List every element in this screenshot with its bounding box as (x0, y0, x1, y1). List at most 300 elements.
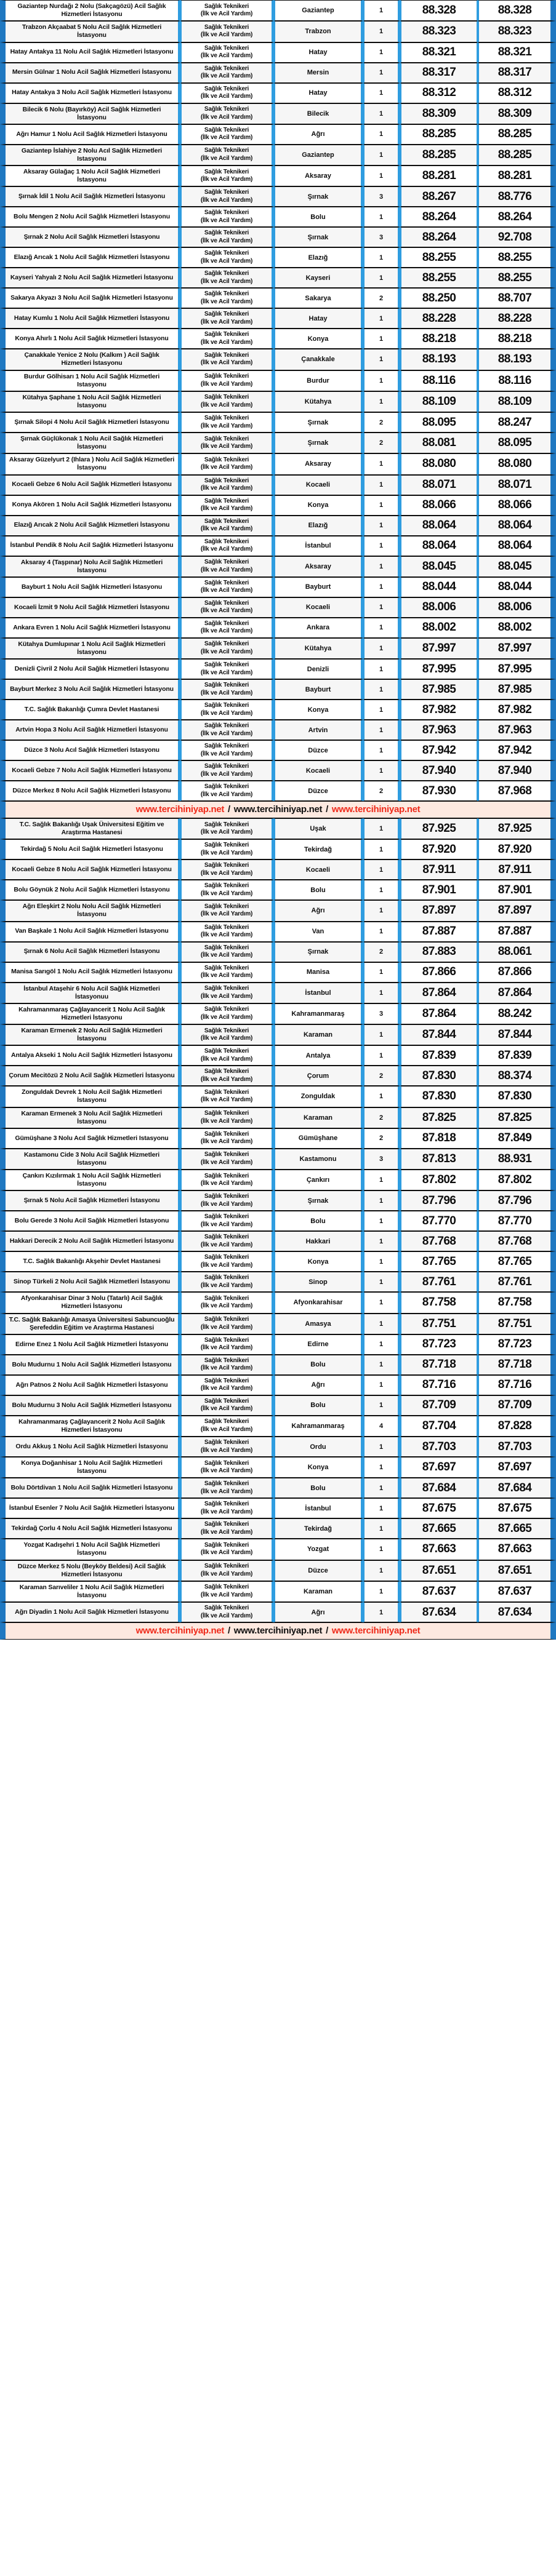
cell-title (180, 63, 274, 83)
cell-min-score: 87.768 (400, 1231, 478, 1251)
title-line-1: Sağlık Teknikeri (204, 1048, 249, 1055)
table-row[interactable] (0, 1024, 556, 1045)
table-row[interactable] (0, 453, 556, 474)
title-line-2: (İlk ve Acil Yardım) (200, 952, 253, 959)
title-line-1: Sağlık Teknikeri (204, 189, 249, 196)
cell-min-score: 87.709 (400, 1395, 478, 1416)
table-row[interactable] (0, 1518, 556, 1539)
cell-min-score: 88.285 (400, 124, 478, 145)
cell-quota: 1 (363, 1314, 400, 1334)
cell-province: Zonguldak (274, 1086, 363, 1107)
cell-min-score: 88.323 (400, 21, 478, 42)
table-row[interactable] (0, 83, 556, 103)
cell-max-score: 87.925 (478, 818, 556, 839)
table-row[interactable] (0, 1086, 556, 1107)
cell-quota: 1 (363, 475, 400, 495)
cell-title (180, 740, 274, 760)
cell-min-score: 87.963 (400, 720, 478, 740)
cell-max-score: 87.901 (478, 880, 556, 900)
table-row[interactable] (0, 288, 556, 308)
cell-min-score: 88.328 (400, 0, 478, 21)
table-row[interactable] (0, 412, 556, 433)
cell-institution: Elazığ Arıcak 1 Nolu Acil Sağlık Hizmetleri İstasyonu (0, 247, 180, 268)
cell-title (180, 700, 274, 720)
cell-max-score: 87.770 (478, 1211, 556, 1231)
title-line-1: Sağlık Teknikeri (204, 923, 249, 931)
title-line-1: Sağlık Teknikeri (204, 1130, 249, 1138)
title-line-1: Sağlık Teknikeri (204, 1274, 249, 1282)
cell-title (180, 1355, 274, 1375)
cell-title (180, 1272, 274, 1292)
cell-quota: 1 (363, 329, 400, 349)
table-row[interactable] (0, 859, 556, 880)
title-line-1: Sağlık Teknikeri (204, 783, 249, 790)
title-line-1: Sağlık Teknikeri (204, 722, 249, 729)
title-line-2: (İlk ve Acil Yardım) (200, 217, 253, 224)
title-line-2: (İlk ve Acil Yardım) (200, 931, 253, 938)
cell-quota: 1 (363, 1395, 400, 1416)
title-line-1: Sağlık Teknikeri (204, 250, 249, 257)
table-row[interactable] (0, 1190, 556, 1211)
title-line-2: (İlk ve Acil Yardım) (200, 257, 253, 265)
cell-quota: 1 (363, 1251, 400, 1272)
cell-min-score: 88.309 (400, 103, 478, 124)
cell-min-score: 87.813 (400, 1149, 478, 1170)
cell-min-score: 87.651 (400, 1560, 478, 1581)
table-row[interactable] (0, 63, 556, 83)
cell-max-score: 88.109 (478, 391, 556, 412)
cell-max-score: 87.796 (478, 1190, 556, 1211)
cell-quota: 1 (363, 880, 400, 900)
cell-province: Ağrı (274, 1375, 363, 1395)
cell-institution: Ağrı Eleşkirt 2 Nolu Nolu Acil Sağlık Hizmetleri İstasyonu (0, 900, 180, 921)
cell-institution: Ankara Evren 1 Nolu Acil Sağlık Hizmetleri İstasyonu (0, 618, 180, 638)
watermark-part-3: www.tercihiniyap.net (331, 804, 421, 815)
table-row[interactable] (0, 1003, 556, 1024)
table-row[interactable] (0, 1416, 556, 1437)
table-row[interactable] (0, 880, 556, 900)
title-line-2: (İlk ve Acil Yardım) (200, 196, 253, 204)
title-line-1: Sağlık Teknikeri (204, 743, 249, 749)
cell-province: Kocaeli (274, 760, 363, 781)
title-line-1: Sağlık Teknikeri (204, 1584, 249, 1591)
cell-province: Uşak (274, 818, 363, 839)
cell-quota: 1 (363, 370, 400, 391)
table-row[interactable] (0, 145, 556, 165)
cell-province: Konya (274, 1251, 363, 1272)
cell-quota: 1 (363, 1086, 400, 1107)
cell-title (180, 760, 274, 781)
cell-max-score: 88.064 (478, 536, 556, 556)
cell-quota: 1 (363, 349, 400, 370)
title-line-2: (İlk ve Acil Yardım) (200, 1158, 253, 1166)
table-row[interactable] (0, 1334, 556, 1355)
cell-min-score: 87.637 (400, 1581, 478, 1602)
cell-quota: 1 (363, 1272, 400, 1292)
cell-institution: Manisa Sarıgöl 1 Nolu Acil Sağlık Hizmetleri İstasyonu (0, 962, 180, 983)
cell-institution: Kocaeli Gebze 8 Nolu Acil Sağlık Hizmetleri İstasyonu (0, 859, 180, 880)
title-line-1: Sağlık Teknikeri (204, 1193, 249, 1200)
cell-quota: 2 (363, 942, 400, 962)
table-row[interactable] (0, 1457, 556, 1478)
table-row[interactable] (0, 638, 556, 659)
cell-quota: 1 (363, 1170, 400, 1190)
cell-province: Şırnak (274, 227, 363, 247)
cell-title (180, 659, 274, 679)
title-line-2: (İlk ve Acil Yardım) (200, 1549, 253, 1557)
cell-province: Karaman (274, 1107, 363, 1128)
table-row[interactable] (0, 1272, 556, 1292)
cell-institution: İstanbul Ataşehir 6 Nolu Acil Sağlık Hizmetleri İstasyonuu (0, 983, 180, 1003)
cell-title (180, 818, 274, 839)
cell-province: Kahramanmaraş (274, 1003, 363, 1024)
cell-min-score: 87.758 (400, 1292, 478, 1313)
cell-institution: İstanbul Esenler 7 Nolu Acil Sağlık Hizmetleri İstasyonu (0, 1498, 180, 1518)
cell-quota: 2 (363, 433, 400, 453)
title-line-1: Sağlık Teknikeri (204, 311, 249, 318)
cell-min-score: 88.312 (400, 83, 478, 103)
cell-institution: Kahramanmaraş Çağlayancerit 2 Nolu Acil Sağlık Hizmetleri İstasyonu (0, 1416, 180, 1437)
cell-institution: Ordu Akkuş 1 Nolu Acil Sağlık Hizmetleri İstasyonu (0, 1437, 180, 1457)
watermark-row (0, 801, 556, 818)
table-row[interactable] (0, 103, 556, 124)
title-line-2: (İlk ve Acil Yardım) (200, 113, 253, 121)
table-row[interactable] (0, 329, 556, 349)
cell-institution: Ağrı Diyadin 1 Nolu Acil Sağlık Hizmetleri İstasyonu (0, 1602, 180, 1622)
cell-province: Gümüşhane (274, 1128, 363, 1149)
cell-province: Mersin (274, 63, 363, 83)
cell-min-score: 87.920 (400, 839, 478, 859)
table-row[interactable] (0, 556, 556, 577)
cell-title (180, 207, 274, 227)
table-row[interactable] (0, 1478, 556, 1498)
table-row[interactable] (0, 700, 556, 720)
cell-max-score: 88.045 (478, 556, 556, 577)
cell-province: Aksaray (274, 165, 363, 186)
cell-max-score: 88.247 (478, 412, 556, 433)
cell-institution: Burdur Gölhisarı 1 Nolu Acil Sağlık Hizmetleri Istasyonu (0, 370, 180, 391)
cell-institution: Kocaeli Gebze 6 Nolu Acil Sağlık Hizmetleri İstasyonu (0, 475, 180, 495)
cell-min-score: 88.285 (400, 145, 478, 165)
cell-title (180, 433, 274, 453)
table-row[interactable] (0, 1045, 556, 1066)
cell-province: Çankırı (274, 1170, 363, 1190)
cell-institution: Çorum Mecitözü 2 Nolu Acil Sağlık Hizmetleri İstasyonu (0, 1066, 180, 1086)
cell-title (180, 1003, 274, 1024)
cell-quota: 1 (363, 577, 400, 597)
table-row[interactable] (0, 740, 556, 760)
table-row[interactable] (0, 781, 556, 801)
cell-institution: Aksaray 4 (Taşpınar) Nolu Acil Sağlık Hizmetleri İstasyonu (0, 556, 180, 577)
table-row[interactable] (0, 1066, 556, 1086)
cell-province: İstanbul (274, 1498, 363, 1518)
cell-title (180, 1518, 274, 1539)
table-row[interactable] (0, 760, 556, 781)
cell-quota: 3 (363, 1003, 400, 1024)
cell-province: Afyonkarahisar (274, 1292, 363, 1313)
title-line-2: (İlk ve Acil Yardım) (200, 648, 253, 655)
table-row[interactable] (0, 349, 556, 370)
table-row[interactable] (0, 577, 556, 597)
cell-max-score: 87.723 (478, 1334, 556, 1355)
cell-max-score: 88.071 (478, 475, 556, 495)
cell-province: Ağrı (274, 124, 363, 145)
cell-max-score: 88.193 (478, 349, 556, 370)
cell-max-score: 87.802 (478, 1170, 556, 1190)
cell-min-score: 87.818 (400, 1128, 478, 1149)
title-line-1: Sağlık Teknikeri (204, 394, 249, 401)
table-row[interactable] (0, 1375, 556, 1395)
cell-province: Şırnak (274, 1190, 363, 1211)
cell-province: Hatay (274, 83, 363, 103)
table-row[interactable] (0, 983, 556, 1003)
cell-province: Kayseri (274, 268, 363, 288)
cell-province: Elazığ (274, 247, 363, 268)
cell-title (180, 1086, 274, 1107)
table-row[interactable] (0, 1128, 556, 1149)
table-row[interactable] (0, 1437, 556, 1457)
table-row[interactable] (0, 922, 556, 942)
cell-institution: Karaman Sarıveliler 1 Nolu Acil Sağlık Hizmetleri İstasyonu (0, 1581, 180, 1602)
table-row[interactable] (0, 1498, 556, 1518)
cell-min-score: 88.317 (400, 63, 478, 83)
cell-max-score: 88.044 (478, 577, 556, 597)
table-row[interactable] (0, 0, 556, 21)
table-row[interactable] (0, 308, 556, 329)
title-line-2: (İlk ve Acil Yardım) (200, 849, 253, 856)
table-row[interactable] (0, 962, 556, 983)
table-row[interactable] (0, 1149, 556, 1170)
table-row[interactable] (0, 186, 556, 207)
table-row[interactable] (0, 1539, 556, 1560)
cell-title (180, 516, 274, 536)
table-row[interactable] (0, 21, 556, 42)
cell-institution: Çanakkale Yenice 2 Nolu (Kalkım ) Acil Sağlık Hizmetleri İstasyonu (0, 349, 180, 370)
cell-province: Ağrı (274, 1602, 363, 1622)
cell-max-score: 88.255 (478, 268, 556, 288)
cell-institution: Antalya Akseki 1 Nolu Acil Sağlık Hizmetleri İstasyonu (0, 1045, 180, 1066)
cell-title (180, 638, 274, 659)
cell-min-score: 87.723 (400, 1334, 478, 1355)
title-line-1: Sağlık Teknikeri (204, 147, 249, 154)
table-row[interactable] (0, 268, 556, 288)
cell-quota: 1 (363, 900, 400, 921)
cell-province: Gaziantep (274, 0, 363, 21)
cell-institution: Aksaray Güzelyurt 2 (Ihlara ) Nolu Acil Sağlık Hizmetleri İstasyonu (0, 453, 180, 474)
title-line-2: (İlk ve Acil Yardım) (200, 298, 253, 305)
cell-province: Bayburt (274, 577, 363, 597)
cell-min-score: 87.942 (400, 740, 478, 760)
cell-min-score: 87.751 (400, 1314, 478, 1334)
title-line-1: Sağlık Teknikeri (204, 763, 249, 770)
cell-min-score: 87.887 (400, 922, 478, 942)
cell-province: İstanbul (274, 536, 363, 556)
table-row[interactable] (0, 516, 556, 536)
cell-quota: 1 (363, 21, 400, 42)
cell-quota: 1 (363, 839, 400, 859)
cell-institution: Hatay Kumlu 1 Nolu Acil Sağlık Hizmetleri İstasyonu (0, 308, 180, 329)
cell-province: Çorum (274, 1066, 363, 1086)
cell-max-score: 87.897 (478, 900, 556, 921)
table-row[interactable] (0, 495, 556, 516)
title-line-2: (İlk ve Acil Yardım) (200, 1241, 253, 1248)
cell-quota: 1 (363, 1498, 400, 1518)
cell-max-score: 88.064 (478, 516, 556, 536)
title-line-2: (İlk ve Acil Yardım) (200, 1385, 253, 1392)
table-row[interactable] (0, 536, 556, 556)
cell-title (180, 1498, 274, 1518)
watermark-separator-1: / (228, 1625, 230, 1636)
table-row[interactable] (0, 1560, 556, 1581)
table-row[interactable] (0, 1602, 556, 1622)
table-row[interactable] (0, 1251, 556, 1272)
title-line-2: (İlk ve Acil Yardım) (200, 689, 253, 696)
cell-title (180, 495, 274, 516)
title-line-2: (İlk ve Acil Yardım) (200, 1302, 253, 1310)
cell-title (180, 349, 274, 370)
cell-province: Düzce (274, 1560, 363, 1581)
cell-max-score: 88.066 (478, 495, 556, 516)
table-row[interactable] (0, 165, 556, 186)
table-row[interactable] (0, 207, 556, 227)
title-line-2: (İlk ve Acil Yardım) (200, 587, 253, 594)
title-line-1: Sağlık Teknikeri (204, 331, 249, 338)
cell-institution: Ağrı Hamur 1 Nolu Acil Sağlık Hizmetleri İstasyonu (0, 124, 180, 145)
table-row[interactable] (0, 659, 556, 679)
cell-min-score: 87.825 (400, 1107, 478, 1128)
cell-max-score: 88.323 (478, 21, 556, 42)
cell-min-score: 87.770 (400, 1211, 478, 1231)
title-line-2: (İlk ve Acil Yardım) (200, 525, 253, 532)
table-row[interactable] (0, 475, 556, 495)
table-row[interactable] (0, 1231, 556, 1251)
table-row[interactable] (0, 227, 556, 247)
cell-max-score: 87.844 (478, 1024, 556, 1045)
cell-title (180, 859, 274, 880)
title-line-1: Sağlık Teknikeri (204, 229, 249, 237)
table-row[interactable] (0, 42, 556, 63)
cell-institution: Denizli Çivril 2 Nolu Acil Sağlık Hizmetleri İstasyonu (0, 659, 180, 679)
table-row[interactable] (0, 1211, 556, 1231)
cell-province: Bolu (274, 1395, 363, 1416)
table-row[interactable] (0, 1107, 556, 1128)
cell-title (180, 1314, 274, 1334)
cell-province: Kütahya (274, 391, 363, 412)
title-line-1: Sağlık Teknikeri (204, 1254, 249, 1261)
table-row[interactable] (0, 818, 556, 839)
cell-institution: Trabzon Akçaabat 5 Nolu Acil Sağlık Hizmetleri İstasyonu (0, 21, 180, 42)
cell-quota: 1 (363, 1334, 400, 1355)
cell-title (180, 1375, 274, 1395)
cell-min-score: 88.064 (400, 536, 478, 556)
title-line-1: Sağlık Teknikeri (204, 23, 249, 31)
table-row[interactable] (0, 1395, 556, 1416)
table-row[interactable] (0, 247, 556, 268)
cell-institution: Bolu Mudurnu 3 Nolu Acil Sağlık Hizmetleri İstasyonu (0, 1395, 180, 1416)
table-row[interactable] (0, 720, 556, 740)
watermark-part-3: www.tercihiniyap.net (331, 1625, 421, 1636)
title-line-2: (İlk ve Acil Yardım) (200, 1488, 253, 1495)
cell-min-score: 87.665 (400, 1518, 478, 1539)
cell-institution: Kayseri Yahyalı 2 Nolu Acil Sağlık Hizmetleri İstasyonu (0, 268, 180, 288)
title-line-1: Sağlık Teknikeri (204, 882, 249, 890)
table-row[interactable] (0, 597, 556, 618)
cell-title (180, 536, 274, 556)
cell-max-score: 88.002 (478, 618, 556, 638)
table-row[interactable] (0, 1581, 556, 1602)
cell-title (180, 839, 274, 859)
cell-institution: Hatay Antakya 3 Nolu Acil Sağlık Hizmetleri İstasyonu (0, 83, 180, 103)
title-line-2: (İlk ve Acil Yardım) (200, 10, 253, 18)
table-row[interactable] (0, 1355, 556, 1375)
cell-min-score: 87.930 (400, 781, 478, 801)
table-row[interactable] (0, 679, 556, 700)
cell-max-score: 88.281 (478, 165, 556, 186)
table-row[interactable] (0, 900, 556, 921)
table-row[interactable] (0, 1292, 556, 1313)
cell-title (180, 145, 274, 165)
table-row[interactable] (0, 1170, 556, 1190)
table-row[interactable] (0, 1314, 556, 1334)
cell-max-score: 87.768 (478, 1231, 556, 1251)
cell-quota: 1 (363, 83, 400, 103)
cell-title (180, 165, 274, 186)
cell-institution: Şırnak İdil 1 Nolu Acil Sağlık Hizmetleri İstasyonu (0, 186, 180, 207)
table-row[interactable] (0, 618, 556, 638)
table-row[interactable] (0, 124, 556, 145)
cell-title (180, 370, 274, 391)
cell-max-score: 88.218 (478, 329, 556, 349)
cell-institution: Şırnak Güçlükonak 1 Nolu Acil Sağlık Hizmetleri İstasyonu (0, 433, 180, 453)
table-row[interactable] (0, 839, 556, 859)
cell-title (180, 1560, 274, 1581)
cell-min-score: 87.995 (400, 659, 478, 679)
table-row[interactable] (0, 370, 556, 391)
cell-max-score: 92.708 (478, 227, 556, 247)
cell-min-score: 88.264 (400, 227, 478, 247)
cell-province: Aksaray (274, 556, 363, 577)
cell-province: Hakkari (274, 1231, 363, 1251)
cell-title (180, 268, 274, 288)
cell-min-score: 87.697 (400, 1457, 478, 1478)
cell-min-score: 87.663 (400, 1539, 478, 1560)
title-line-1: Sağlık Teknikeri (204, 351, 249, 359)
title-line-2: (İlk ve Acil Yardım) (200, 1323, 253, 1331)
cell-quota: 1 (363, 536, 400, 556)
title-line-1: Sağlık Teknikeri (204, 620, 249, 627)
cell-max-score: 87.765 (478, 1251, 556, 1272)
cell-max-score: 87.968 (478, 781, 556, 801)
title-line-2: (İlk ve Acil Yardım) (200, 1035, 253, 1042)
cell-quota: 2 (363, 781, 400, 801)
cell-institution: Bolu Mudurnu 1 Nolu Acil Sağlık Hizmetleri İstasyonu (0, 1355, 180, 1375)
cell-quota: 1 (363, 922, 400, 942)
title-line-2: (İlk ve Acil Yardım) (200, 1096, 253, 1104)
cell-province: Van (274, 922, 363, 942)
table-row[interactable] (0, 391, 556, 412)
cell-min-score: 87.864 (400, 983, 478, 1003)
cell-max-score: 88.061 (478, 942, 556, 962)
watermark-part-1: www.tercihiniyap.net (135, 804, 225, 815)
title-line-1: Sağlık Teknikeri (204, 1006, 249, 1013)
title-line-2: (İlk ve Acil Yardım) (200, 422, 253, 429)
title-line-2: (İlk ve Acil Yardım) (200, 380, 253, 388)
table-row[interactable] (0, 433, 556, 453)
cell-institution: Şırnak 2 Nolu Acil Sağlık Hizmetleri İstasyonu (0, 227, 180, 247)
cell-min-score: 88.095 (400, 412, 478, 433)
table-row[interactable] (0, 942, 556, 962)
cell-province: Antalya (274, 1045, 363, 1066)
